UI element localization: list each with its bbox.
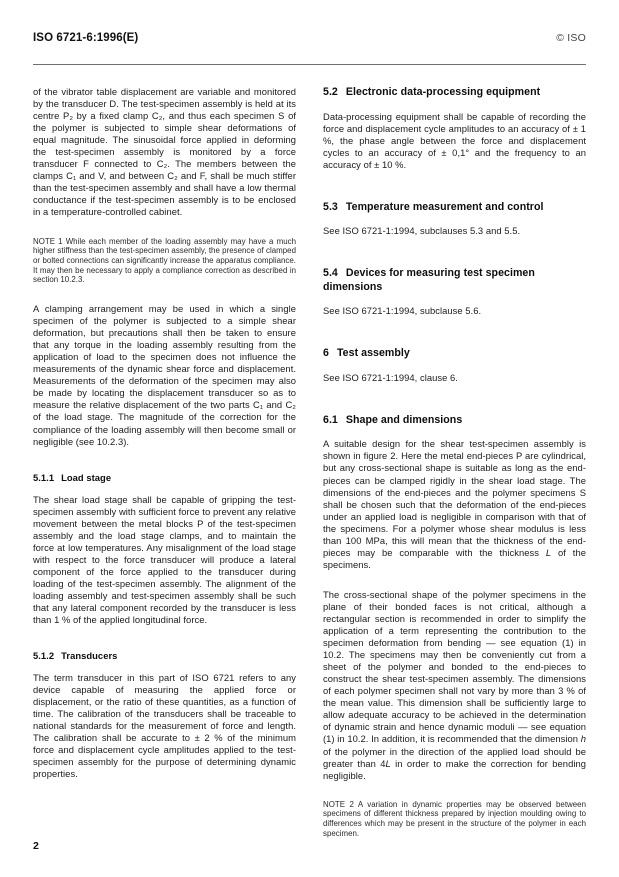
- heading-number: 6.1: [323, 413, 338, 426]
- heading-title: Test assembly: [336, 347, 410, 360]
- spacer: [33, 230, 296, 237]
- heading-number: 5.1.2: [33, 650, 55, 662]
- heading-title: Load stage: [61, 471, 112, 483]
- paragraph-text-segment: A suitable design for the shear test-specimen assembly is shown in figure 2. Here the metal end-pieces P are cylindrical, but any cross-sectional shape is suitable as long as the end-pieces can be clamped rigidly in the shear load stage. The dimensions of the end-pieces and the polymer specimens S shall be chosen such that the deformation of the end-pieces under an applied load is negligible in comparison with that of the specimens. For a polymer whose shear modulus is less than 100 MPa, this will mean that the thickness of the end-pieces may be comparable with the thickness: [323, 438, 586, 558]
- paragraph-suitable-design: [323, 438, 586, 571]
- paragraph-shear-load-stage: The shear load stage shall be capable of gripping the test-specimen assembly with sufficient force to prevent any relative movement between the metal blocks P of the test-specimen assembly and the load stage clamps, and to maintain the force at low temperatures. Any misalignment of the load stage with respect to the force transducer will produce a lateral component of the force applied to the transducer during loading of the test-specimen assembly. The alignment of the loading assembly and test-specimen assembly shall be such that any lateral component recorded by the transducer is less than 1 % of the applied longitudinal force.: [33, 493, 296, 626]
- heading-5-2-electronic-data-processing: [323, 86, 586, 100]
- paragraph-text-segment: of the specimens.: [323, 546, 586, 570]
- heading-5-1-1-load-stage: [33, 472, 296, 484]
- heading-number: 5.1.1: [33, 471, 55, 483]
- note-1: NOTE 1 While each member of the loading assembly may have a much higher stiffness than the test-specimen assembly, the presence of clamped or bolted connections can significantly increase the apparatus compliance. It may then be necessary to apply a compliance correction as described in section 10.2.3.: [33, 236, 296, 285]
- spacer: [33, 296, 296, 303]
- variable-L: L: [385, 757, 391, 769]
- heading-6-test-assembly: [323, 347, 586, 361]
- paragraph-text-segment: The cross-sectional shape of the polymer specimens in the plane of their bonded faces is not critical, although a rectangular section is recommended in order to simplify the application of a term representing the contribution to the specimen deformation from bending — see equation (1) in 10.2. The specimens may then be conveniently cut from a sheet of the polymer and bonded to the end-pieces to construct the shear test-specimen assembly. The dimensions of each polymer specimen shall not vary by more than 3 % of the mean value. This dimension shall be sufficiently large to allow adequate accuracy to be achieved in the determination of dynamic strain and hence dynamic moduli — see equation (1) in 10.2. In addition, it is recommended that the dimension: [323, 588, 586, 745]
- spacer: [323, 395, 586, 414]
- heading-5-4-devices-measuring-dimensions: [323, 267, 586, 294]
- paragraph-data-processing: Data-processing equipment shall be capable of recording the force and displacement cycle amplitudes to an accuracy of ± 1 %, the phase angle between the force and displacement cycles to an accuracy of ± 0,1° and the frequency to an accuracy of ± 10 %.: [323, 110, 586, 170]
- heading-number: 5.3: [323, 200, 338, 213]
- spacer: [33, 637, 296, 650]
- heading-title: Transducers: [61, 650, 118, 662]
- heading-title: Shape and dimensions: [345, 413, 463, 426]
- heading-5-3-temperature-measurement: [323, 201, 586, 215]
- spacer: [323, 582, 586, 589]
- paragraph-see-5-3: See ISO 6721-1:1994, subclauses 5.3 and 5.5.: [323, 225, 521, 237]
- spacer: [323, 182, 586, 201]
- spacer: [323, 328, 586, 347]
- body-columns: [33, 86, 586, 849]
- heading-title: Temperature measurement and control: [345, 200, 544, 213]
- paragraph-see-6: See ISO 6721-1:1994, clause 6.: [323, 371, 458, 383]
- heading-title: Devices for measuring test specimen dimensions: [323, 267, 535, 293]
- paragraph-clamping-arrangement: A clamping arrangement may be used in which a single specimen of the polymer is subjected to a simple shear deformation, but precautions shall then be taken to ensure that any torque in the loading assembly resulting from the application of load to the specimen does not influence the measurements of the dynamic shear force and displacement. Measurements of the deformation of the specimen may also be made by locating the displacement transducer so as to measure the relative displacement of the two parts C₁ and C₂ of the load stage. The magnitude of the correction for the compliance of the loading assembly will then become small or negligible (see 10.2.3).: [33, 303, 296, 447]
- heading-5-1-2-transducers: [33, 650, 296, 662]
- paragraph-text-segment: of the polymer in the direction of the applied load should be greater than 4: [323, 745, 586, 769]
- heading-6-1-shape-and-dimensions: [323, 414, 586, 428]
- left-column: [33, 86, 296, 849]
- variable-L: L: [545, 546, 552, 558]
- heading-number: 5.2: [323, 86, 338, 98]
- paragraph-text-segment: in order to make the correction for bending negligible.: [323, 757, 586, 781]
- note-2: NOTE 2 A variation in dynamic properties may be observed between specimens of different thickness prepared by injection moulding owing to differences which may be present in the structure of the polymer in each specimen.: [323, 799, 586, 838]
- page-number: 2: [33, 840, 39, 852]
- right-column: [323, 86, 586, 849]
- heading-title: Electronic data-processing equipment: [345, 86, 541, 98]
- variable-h: h: [580, 733, 586, 745]
- spacer: [33, 459, 296, 472]
- header-rule: [33, 64, 586, 65]
- paragraph-see-5-4: See ISO 6721-1:1994, subclause 5.6.: [323, 305, 482, 317]
- document-reference: ISO 6721-6:1996(E): [33, 32, 139, 44]
- heading-number: 6: [323, 347, 329, 360]
- running-head: [33, 32, 586, 48]
- paragraph-cross-sectional-shape: [323, 589, 586, 782]
- heading-number: 5.4: [323, 267, 338, 280]
- spacer: [323, 248, 586, 267]
- paragraph-transducer-definition: The term transducer in this part of ISO 6721 refers to any device capable of measuring the applied force or displacement, or the ratio of these quantities, as a function of time. The calibration of the transducers shall be traceable to national standards for the measurement of force and length. The calibration shall be accurate to ± 2 % of the minimum force and displacement cycle amplitudes applied to the test-specimen assembly for the purpose of determining dynamic properties.: [33, 672, 296, 780]
- iso-copyright-mark: © ISO: [556, 32, 586, 44]
- spacer: [323, 793, 586, 800]
- paragraph-vibrator-table: of the vibrator table displacement are variable and monitored by the transducer D. The test-specimen assembly is held at its centre P₂ by a fixed clamp C₂, and thus each specimen S of the polymer is subjected to simple shear deformations of equal magnitude. The sinusoidal force applied in deforming the test-specimen assembly is monitored by a force transducer F connected to C₂. The members between the clamps C₁ and V, and between C₂ and F, shall be much stiffer than the test-specimen assembly and shall have a low thermal conductance if the test-specimen assembly is to be enclosed in a temperature-controlled cabinet.: [33, 86, 296, 218]
